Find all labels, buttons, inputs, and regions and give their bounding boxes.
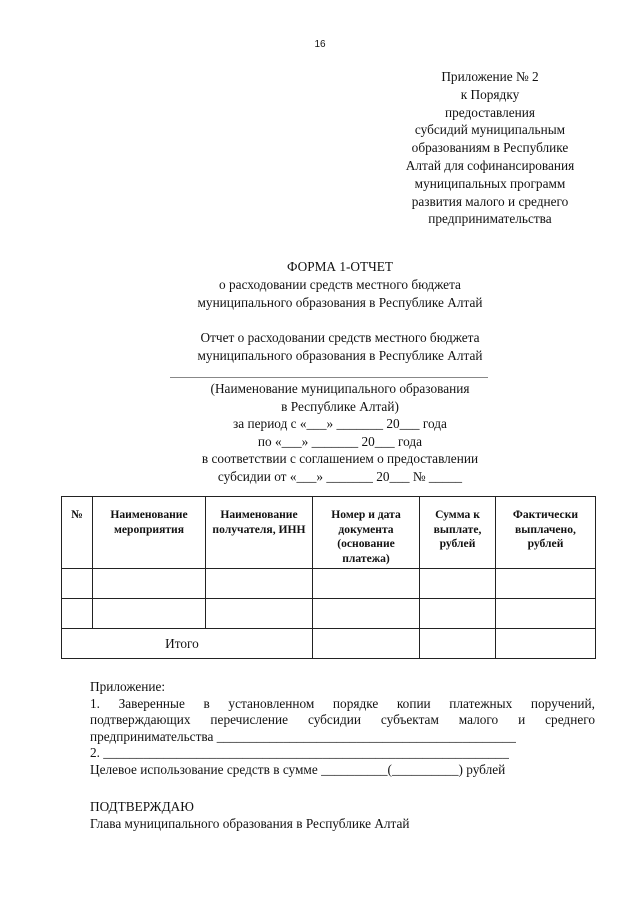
appendix-line: предоставления <box>444 104 535 120</box>
appendix-line: к Порядку <box>460 86 520 102</box>
total-label: Итого <box>62 629 313 659</box>
total-cell[interactable] <box>420 629 496 659</box>
org-name-caption: в Республике Алтай) <box>281 398 399 414</box>
column-header-event-name: Наименование мероприятия <box>93 497 206 569</box>
attachments-heading: Приложение: <box>90 679 166 694</box>
report-title-line: муниципального образования в Республике Алтай <box>197 347 483 363</box>
table-cell[interactable] <box>206 569 313 599</box>
table-row <box>62 569 596 599</box>
form-subtitle-line: муниципального образования в Республике Алтай <box>197 294 483 310</box>
agreement-line: в соответствии с соглашением о предоставлении <box>201 451 479 467</box>
appendix-line: Алтай для софинансирования <box>405 157 575 173</box>
column-header-number: № <box>62 497 93 569</box>
approval-heading: ПОДТВЕРЖДАЮ <box>90 799 194 814</box>
form-subtitle-line: о расходовании средств местного бюджета <box>219 277 461 292</box>
purpose-line: Целевое использование средств в сумме __________(__________) рублей <box>90 761 506 777</box>
page-number: 16 <box>314 39 326 50</box>
appendix-line: предпринимательства <box>428 211 552 227</box>
table-cell[interactable] <box>206 599 313 629</box>
report-title-line: Отчет о расходовании средств местного бюджета <box>200 330 480 345</box>
column-header-amount-due: Сумма к выплате, рублей <box>420 497 496 569</box>
attachment-item-1: предпринимательства _____________________________________________ <box>90 728 516 744</box>
org-and-period <box>0 380 640 486</box>
column-header-document: Номер и дата документа (основание платежа) <box>313 497 420 569</box>
appendix-line: субсидий муниципальным <box>414 122 566 138</box>
attachment-item-1: 1. Заверенные в установленном порядке копии платежных поручений, <box>90 695 595 711</box>
form-title: ФОРМА 1-ОТЧЕТ <box>286 259 394 274</box>
table-cell[interactable] <box>93 569 206 599</box>
period-to-line: по «___» _______ 20___ года <box>257 433 423 449</box>
column-header-recipient: Наименование получателя, ИНН <box>206 497 313 569</box>
table-cell[interactable] <box>496 569 596 599</box>
org-name-blank-line[interactable] <box>170 377 488 378</box>
table-row <box>62 599 596 629</box>
total-cell[interactable] <box>496 629 596 659</box>
attachment-item-2: 2. _____________________________________________________________ <box>90 745 509 760</box>
appendix-line: муниципальных программ <box>414 175 566 191</box>
attachment-item-1: подтверждающих перечисление субсидии субъектам малого и среднего <box>90 712 595 727</box>
approval-signer: Глава муниципального образования в Республике Алтай <box>90 816 410 831</box>
table-cell[interactable] <box>62 599 93 629</box>
appendix-line: образованиям в Республике <box>411 140 569 156</box>
expense-report-table <box>61 496 596 659</box>
table-cell[interactable] <box>420 599 496 629</box>
appendix-line: развития малого и среднего <box>411 193 569 209</box>
attachments-section <box>90 679 595 778</box>
agreement-line: субсидии от «___» _______ 20___ № _____ <box>217 468 463 484</box>
table-cell[interactable] <box>496 599 596 629</box>
column-header-amount-paid: Фактически выплачено, рублей <box>496 497 596 569</box>
table-cell[interactable] <box>62 569 93 599</box>
table-header-row <box>62 497 596 569</box>
table-cell[interactable] <box>420 569 496 599</box>
table-cell[interactable] <box>313 599 420 629</box>
table-total-row <box>62 629 596 659</box>
appendix-reference <box>382 68 598 228</box>
total-cell[interactable] <box>313 629 420 659</box>
form-subtitle <box>0 276 640 311</box>
period-from-line: за период с «___» _______ 20___ года <box>233 416 447 432</box>
table-cell[interactable] <box>93 599 206 629</box>
approval-section <box>90 798 595 832</box>
table-cell[interactable] <box>313 569 420 599</box>
org-name-caption: (Наименование муниципального образования <box>210 381 470 396</box>
appendix-line: Приложение № 2 <box>441 69 539 84</box>
report-title <box>0 329 640 364</box>
